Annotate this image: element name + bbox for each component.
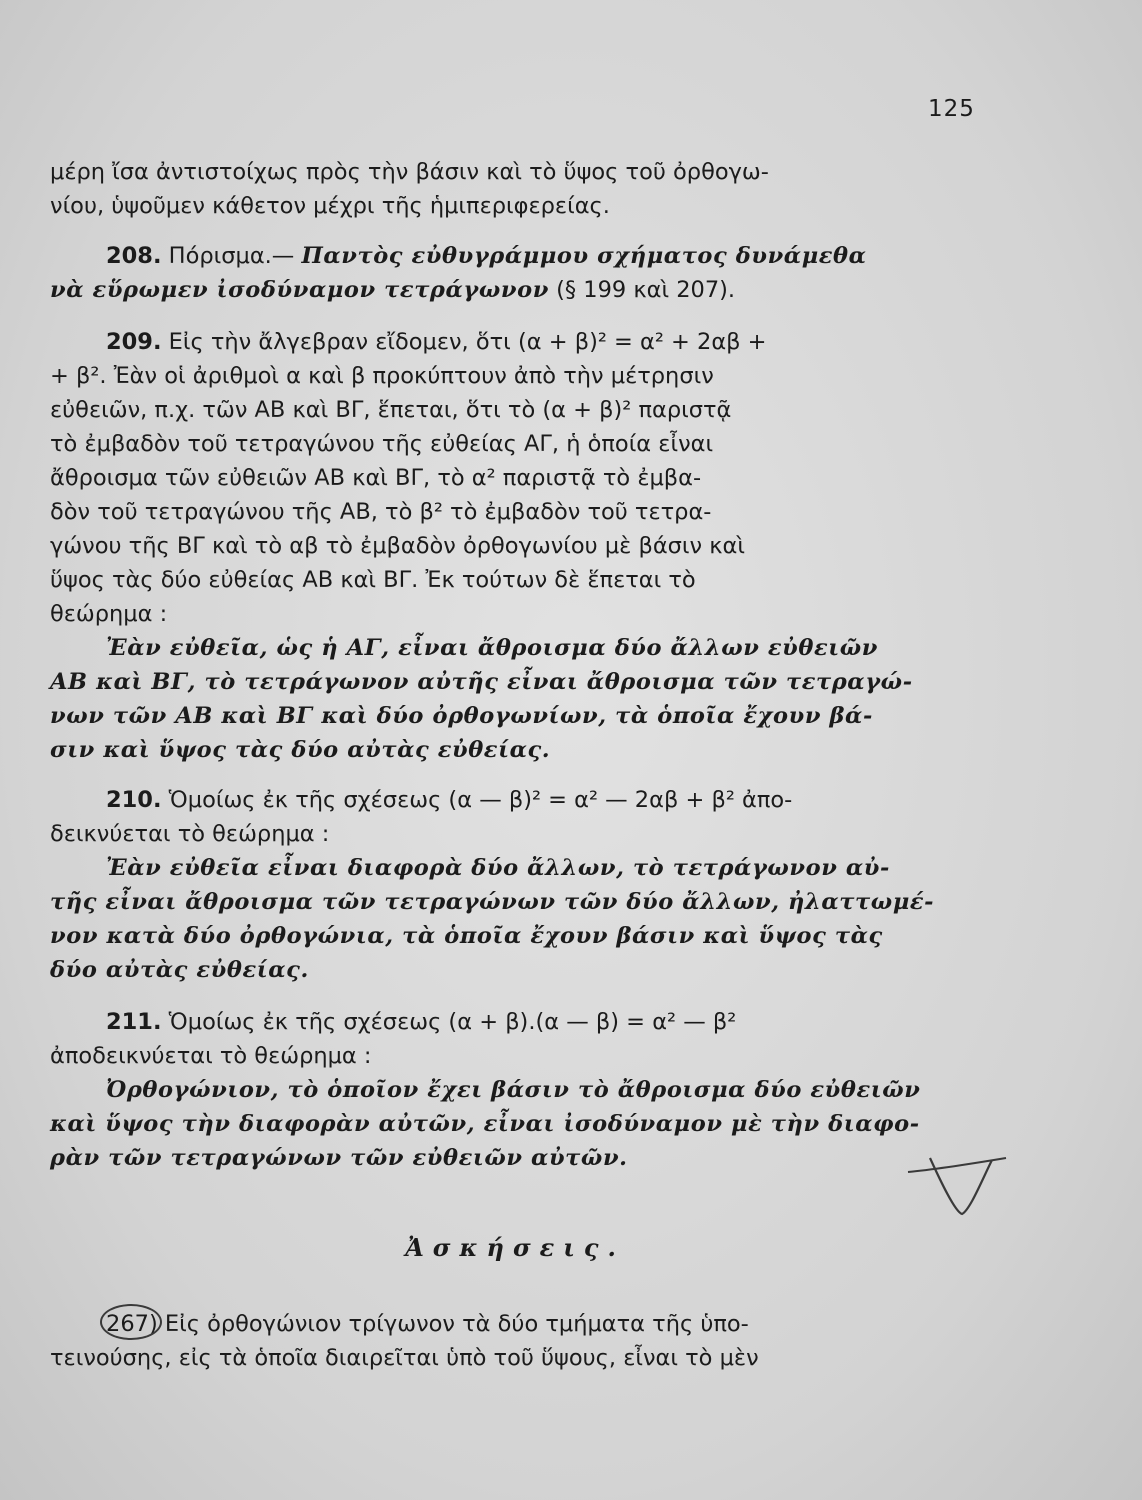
- section-number: 210.: [106, 787, 162, 813]
- theorem-line: καὶ ὕψος τὴν διαφορὰν αὐτῶν, εἶναι ἰσοδύναμον μὲ τὴν διαφο-: [50, 1111, 920, 1137]
- theorem-line: Ἐὰν εὐθεῖα, ὡς ἡ ΑΓ, εἶναι ἄθροισμα δύο ἄλλων εὐθειῶν: [106, 635, 878, 661]
- text-line: θεώρημα :: [50, 601, 168, 627]
- text-line: Ὁμοίως ἐκ τῆς σχέσεως (α — β)² = α² — 2αβ + β² ἀπο-: [168, 787, 793, 813]
- text-line: ὕψος τὰς δύο εὐθείας ΑΒ καὶ ΒΓ. Ἐκ τούτων δὲ ἕπεται τὸ: [50, 567, 696, 593]
- theorem-line: ΑΒ καὶ ΒΓ, τὸ τετράγωνον αὐτῆς εἶναι ἄθροισμα τῶν τετραγώ-: [50, 669, 913, 695]
- section-title: Πόρισμα.—: [168, 243, 295, 269]
- text-line: τὸ ἐμβαδὸν τοῦ τετραγώνου τῆς εὐθείας ΑΓ, ἡ ὁποία εἶναι: [50, 431, 714, 457]
- corollary-statement: Παντὸς εὐθυγράμμου σχήματος δυνάμεθα: [301, 243, 867, 269]
- theorem-line: νον κατὰ δύο ὀρθογώνια, τὰ ὁποῖα ἔχουν βάσιν καὶ ὕψος τὰς: [50, 923, 883, 949]
- exercise-number: 267): [106, 1307, 158, 1341]
- intro-paragraph: [50, 155, 980, 223]
- text-line: + β². Ἐὰν οἱ ἀριθμοὶ α καὶ β προκύπτουν ἀπὸ τὴν μέτρησιν: [50, 363, 714, 389]
- text-line: ἄθροισμα τῶν εὐθειῶν ΑΒ καὶ ΒΓ, τὸ α² παριστᾷ τὸ ἐμβα-: [50, 465, 702, 491]
- corollary-statement: νὰ εὕρωμεν ἰσοδύναμον τετράγωνον: [50, 277, 549, 303]
- text-line: γώνου τῆς ΒΓ καὶ τὸ αβ τὸ ἐμβαδὸν ὀρθογωνίου μὲ βάσιν καὶ: [50, 533, 745, 559]
- theorem-line: Ἐὰν εὐθεῖα εἶναι διαφορὰ δύο ἄλλων, τὸ τετράγωνον αὐ-: [106, 855, 890, 881]
- text-line: εὐθειῶν, π.χ. τῶν ΑΒ καὶ ΒΓ, ἕπεται, ὅτι τὸ (α + β)² παριστᾷ: [50, 397, 732, 423]
- theorem-line: σιν καὶ ὕψος τὰς δύο αὐτὰς εὐθείας.: [50, 737, 551, 763]
- section-208: [50, 239, 980, 307]
- theorem-line: τῆς εἶναι ἄθροισμα τῶν τετραγώνων τῶν δύο ἄλλων, ἠλαττωμέ-: [50, 889, 935, 915]
- text-line: δὸν τοῦ τετραγώνου τῆς ΑΒ, τὸ β² τὸ ἐμβαδὸν τοῦ τετρα-: [50, 499, 712, 525]
- text-line: νίου, ὑψοῦμεν κάθετον μέχρι τῆς ἡμιπεριφερείας.: [50, 193, 610, 219]
- handwritten-check-mark: [900, 1150, 1010, 1220]
- exercise-267: [50, 1307, 980, 1375]
- section-number: 209.: [106, 329, 162, 355]
- text-line: τεινούσης, εἰς τὰ ὁποῖα διαιρεῖται ὑπὸ τοῦ ὕψους, εἶναι τὸ μὲν: [50, 1345, 759, 1371]
- text-line: ἀποδεικνύεται τὸ θεώρημα :: [50, 1043, 372, 1069]
- page-number: 125: [928, 96, 975, 122]
- text-line: μέρη ἴσα ἀντιστοίχως πρὸς τὴν βάσιν καὶ τὸ ὕψος τοῦ ὀρθογω-: [50, 159, 769, 185]
- theorem-line: Ὀρθογώνιον, τὸ ὁποῖον ἔχει βάσιν τὸ ἄθροισμα δύο εὐθειῶν: [106, 1077, 921, 1103]
- section-reference: (§ 199 καὶ 207).: [556, 277, 736, 303]
- text-line: Εἰς τὴν ἄλγεβραν εἴδομεν, ὅτι (α + β)² = α² + 2αβ +: [168, 329, 767, 355]
- text-line: δεικνύεται τὸ θεώρημα :: [50, 821, 330, 847]
- theorem-line: δύο αὐτὰς εὐθείας.: [50, 957, 309, 983]
- section-211: [50, 1005, 980, 1175]
- theorem-line: νων τῶν ΑΒ καὶ ΒΓ καὶ δύο ὀρθογωνίων, τὰ ὁποῖα ἔχουν βά-: [50, 703, 873, 729]
- exercises-heading: Ἀσκήσεις.: [405, 1233, 625, 1262]
- text-line: Ὁμοίως ἐκ τῆς σχέσεως (α + β).(α — β) = α² — β²: [168, 1009, 737, 1035]
- section-210: [50, 783, 980, 987]
- text-line: Εἰς ὀρθογώνιον τρίγωνον τὰ δύο τμήματα τῆς ὑπο-: [164, 1311, 749, 1337]
- section-number: 208.: [106, 243, 162, 269]
- section-209: [50, 325, 980, 767]
- section-number: 211.: [106, 1009, 162, 1035]
- theorem-line: ρὰν τῶν τετραγώνων τῶν εὐθειῶν αὐτῶν.: [50, 1145, 628, 1171]
- page-body: [50, 155, 980, 1375]
